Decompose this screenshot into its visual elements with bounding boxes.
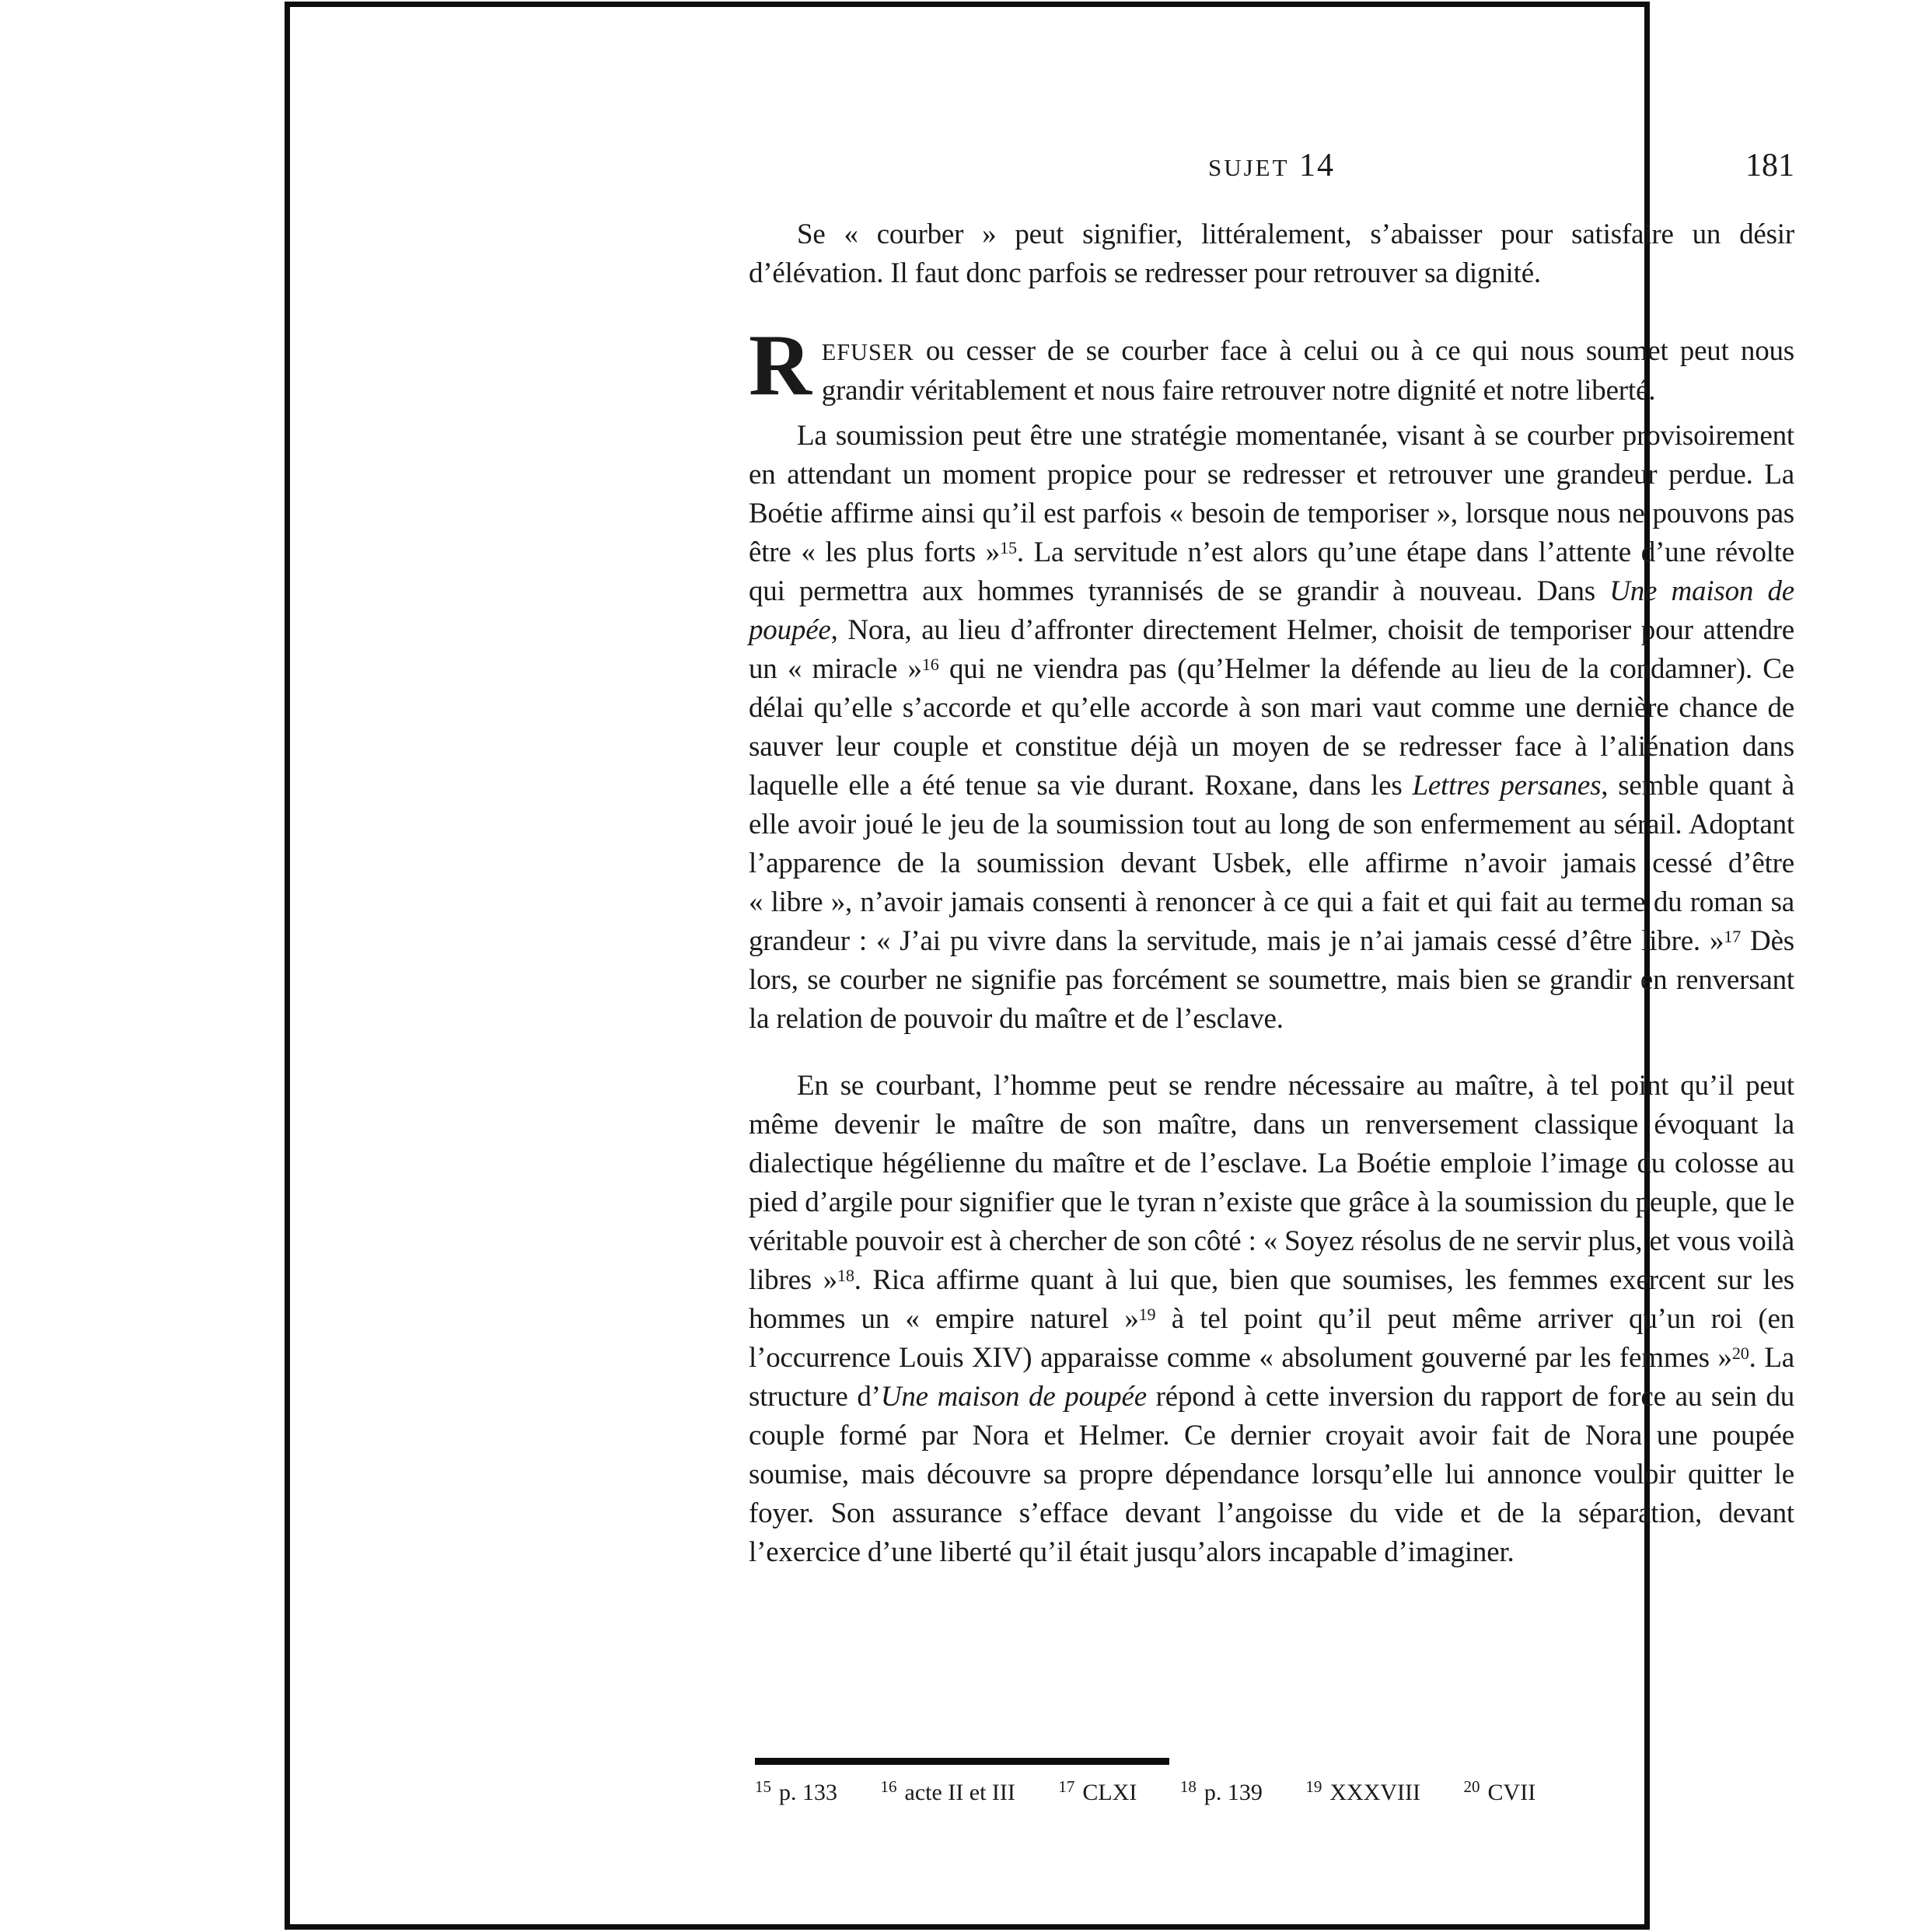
footnote-text: p. 139 (1204, 1780, 1263, 1805)
footnote-separator-rule (755, 1758, 1169, 1765)
dropcap-paragraph (749, 317, 1794, 414)
section-title (749, 145, 1794, 188)
footnote-item (755, 1777, 837, 1805)
footnote-text: acte II et III (904, 1780, 1015, 1805)
page-number: 181 (1745, 148, 1794, 183)
footnote-number: 16 (880, 1777, 897, 1796)
footnote-item (1305, 1777, 1421, 1805)
section-title-number: 14 (1299, 148, 1336, 183)
intro-paragraph: Se « courber » peut signifier, littéralement, s’abaisser pour satisfaire un désir d’élévation. Il faut donc parfois se redresser pour retrouver sa dignité. (749, 218, 1794, 289)
dropcap-paragraph-text: ou cesser de se courber face à celui ou à ce qui nous soumet peut nous grandir véritablement et nous faire retrouver notre dignité et notre liberté. (821, 335, 1794, 407)
footnote-item (1463, 1777, 1536, 1805)
body-text-column (749, 215, 1794, 1572)
footnote-number: 15 (755, 1777, 771, 1796)
dropcap-lead-smallcaps: EFUSER (821, 339, 914, 365)
footnotes-block (749, 1758, 1794, 1808)
footnote-number: 18 (1179, 1777, 1197, 1796)
footnote-number: 17 (1058, 1777, 1075, 1796)
footnote-item (1058, 1777, 1137, 1805)
page-border-frame (285, 2, 1794, 1930)
drop-cap-letter: R (749, 317, 812, 414)
footnote-item (1179, 1777, 1263, 1805)
footnote-number: 19 (1305, 1777, 1322, 1796)
footnote-text: CVII (1487, 1780, 1536, 1805)
footnote-text: CLXI (1082, 1780, 1137, 1805)
paragraph: La soumission peut être une stratégie momentanée, visant à se courber provisoirement en attendant un moment propice pour se redresser et retrouver une grandeur perdue. La Boétie affirme ainsi qu’il est parfois « besoin de temporiser », lorsque nous ne pouvons pas être « les plus forts »$^{15}$. La servitude n’est alors qu’une étape dans l’attente d’une révolte qui permettra aux hommes tyrannisés de se grandir à nouveau. Dans Une maison de poupée, Nora, au lieu d’affronter directement Helmer, choisit de temporiser pour attendre un « miracle »$^{16}$ qui ne viendra pas (qu’Helmer la défende au lieu de la condamner). Ce délai qu’elle s’accorde et qu’elle accorde à son mari vaut comme une dernière chance de sauver leur couple et constitue déjà un moyen de se redresser face à l’aliénation dans laquelle elle a été tenue sa vie durant. Roxane, dans les Lettres persanes, semble quant à elle avoir joué le jeu de la soumission tout au long de son enfermement au sérail. Adoptant l’apparence de la soumission devant Usbek, elle affirme n’avoir jamais cessé d’être « libre », n’avoir jamais consenti à renoncer à ce qui a fait et qui fait au terme du roman sa grandeur : « J’ai pu vivre dans la servitude, mais je n’ai jamais cessé d’être libre. »$^{17}$ Dès lors, se courber ne signifie pas forcément se soumettre, mais bien se grandir en renversant la relation de pouvoir du maître et de l’esclave. (749, 420, 1794, 1035)
section-title-label: SUJET (1207, 154, 1290, 181)
paragraph: En se courbant, l’homme peut se rendre nécessaire au maître, à tel point qu’il peut même devenir le maître de son maître, dans un renversement classique évoquant la dialectique hégélienne du maître et de l’esclave. La Boétie emploie l’image du colosse au pied d’argile pour signifier que le tyran n’existe que grâce à la soumission du peuple, que le véritable pouvoir est à chercher de son côté : « Soyez résolus de ne servir plus, et vous voilà libres »$^{18}$. Rica affirme quant à lui que, bien que soumises, les femmes exercent sur les hommes un « empire naturel »$^{19}$ à tel point qu’il peut même arriver qu’un roi (en l’occurrence Louis XIV) apparaisse comme « absolument gouverné par les femmes »$^{20}$. La structure d’Une maison de poupée répond à cette inversion du rapport de force au sein du couple formé par Nora et Helmer. Ce dernier croyait avoir fait de Nora une poupée soumise, mais découvre sa propre dépendance lorsqu’elle lui annonce vouloir quitter le foyer. Son assurance s’efface devant l’angoisse du vide et de la séparation, devant l’exercice d’une liberté qu’il était jusqu’alors incapable d’imaginer. (749, 1070, 1794, 1568)
footnote-text: p. 133 (779, 1780, 837, 1805)
footnote-text: XXXVIII (1329, 1780, 1421, 1805)
running-header (749, 145, 1794, 186)
footnote-list (755, 1777, 1794, 1808)
footnote-item (880, 1777, 1015, 1805)
footnote-number: 20 (1463, 1777, 1480, 1796)
